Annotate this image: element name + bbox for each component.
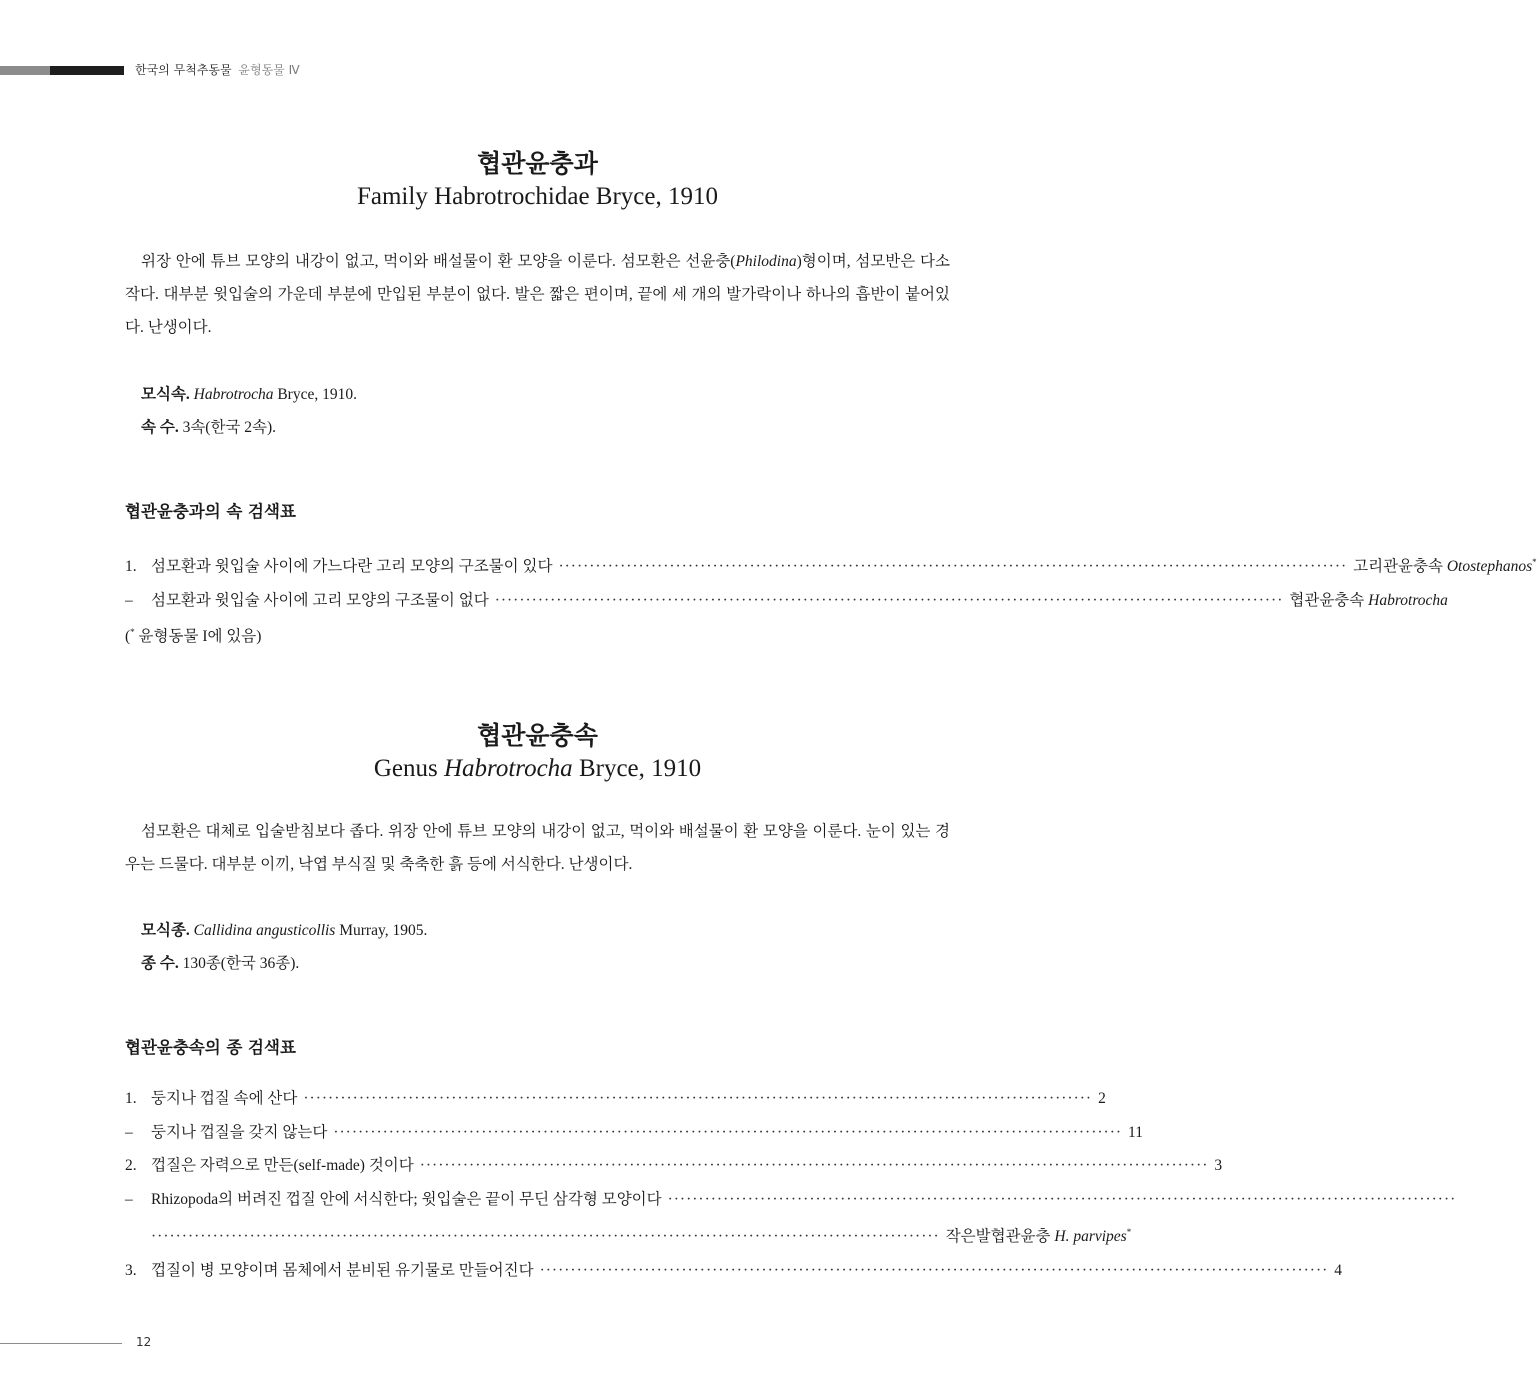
leader-dots: ································································································································ xyxy=(494,591,1284,609)
page-number: 12 xyxy=(136,1335,152,1349)
key-couplet-line: – 섬모환과 윗입술 사이에 고리 모양의 구조물이 없다 ································································································································ 협관윤충속 Habrotrocha xyxy=(125,584,950,618)
genus-name-philodina: Philodina xyxy=(735,253,797,270)
leader-dots: ································································································································ xyxy=(303,1090,1093,1107)
family-section xyxy=(125,148,950,214)
header-bar-gray xyxy=(0,66,50,75)
genus-count-line: 속 수. 3속(한국 2속). xyxy=(141,419,277,436)
leader-dots: ································································································································ xyxy=(539,1261,1329,1279)
key-couplet-line: – Rhizopoda의 버려진 껍질 안에 서식한다; 윗입술은 끝이 무딘 삼각형 모양이다 ································································································································ xyxy=(125,1183,950,1217)
leader-dots: ································································································································ xyxy=(558,558,1348,575)
header-bar-black xyxy=(50,66,124,75)
family-key-title: 협관윤충과의 속 검색표 xyxy=(125,502,296,521)
family-description: 위장 안에 튜브 모양의 내강이 없고, 먹이와 배설물이 환 모양을 이룬다. 섬모환은 선윤충(Philodina)형이며, 섬모반은 다소 작다. 대부분 윗입술의 가운데 부분에 만입된 부분이 없다. 발은 짧은 편이며, 끝에 세 개의 발가락이나 하나의 흡반이 붙어있다. 난생이다. xyxy=(125,253,950,336)
running-header xyxy=(0,62,600,78)
leader-dots: ································································································································ xyxy=(419,1157,1209,1174)
family-key xyxy=(125,500,1537,652)
family-title-ko: 협관윤충과 xyxy=(477,149,598,178)
leader-dots: ································································································································ xyxy=(667,1190,1457,1208)
genus-description: 섬모환은 대체로 입술받침보다 좁다. 위장 안에 튜브 모양의 내강이 없고, 먹이와 배설물이 환 모양을 이룬다. 눈이 있는 경우는 드물다. 대부분 이끼, 낙엽 부식질 및 축축한 흙 등에 서식한다. 난생이다. xyxy=(125,823,950,873)
key-couplet-line: 1. 둥지나 껍질 속에 산다 ································································································································ 2 xyxy=(125,1082,950,1116)
book-subtitle: 윤형동물 Ⅳ xyxy=(238,63,300,77)
header-text xyxy=(135,62,300,78)
book-title: 한국의 무척추동물 xyxy=(135,63,232,77)
family-title-en: Family Habrotrochidae Bryce, 1910 xyxy=(356,183,718,210)
footnote: (* 윤형동물 I에 있음) xyxy=(125,627,262,645)
genus-title-ko: 협관윤충속 xyxy=(477,721,598,750)
key-couplet-line: 2. 껍질은 자력으로 만든(self-made) 것이다 ································································································································ 3 xyxy=(125,1149,950,1183)
key-couplet-line: – 둥지나 껍질을 갖지 않는다 ································································································································ 11 xyxy=(125,1116,950,1150)
leader-dots: ································································································································ xyxy=(333,1123,1123,1141)
type-species-line: 모식종. Callidina angusticollis Murray, 1905. xyxy=(141,922,428,939)
leader-dots: ································································································································ xyxy=(151,1228,940,1245)
genus-meta xyxy=(125,914,950,980)
footer-rule xyxy=(0,1343,122,1344)
genus-title-en: Genus Habrotrocha Bryce, 1910 xyxy=(373,755,702,782)
type-genus-line: 모식속. Habrotrocha Bryce, 1910. xyxy=(141,386,357,403)
genus-section xyxy=(125,720,950,786)
genus-key xyxy=(125,1036,1457,1287)
key-couplet-line: 3. 껍질이 병 모양이며 몸체에서 분비된 유기물로 만들어진다 ································································································································ 4 xyxy=(125,1254,950,1288)
key-couplet-continuation: ································································································································ 작은발협관윤충 H. parvipes* xyxy=(125,1216,950,1254)
species-count-line: 종 수. 130종(한국 36종). xyxy=(141,955,300,972)
genus-key-title: 협관윤충속의 종 검색표 xyxy=(125,1038,296,1057)
key-couplet-line: 1. 섬모환과 윗입술 사이에 가느다란 고리 모양의 구조물이 있다 ································································································································ 고리관윤충속 Otostephanos* xyxy=(125,546,950,584)
family-meta xyxy=(125,378,950,444)
